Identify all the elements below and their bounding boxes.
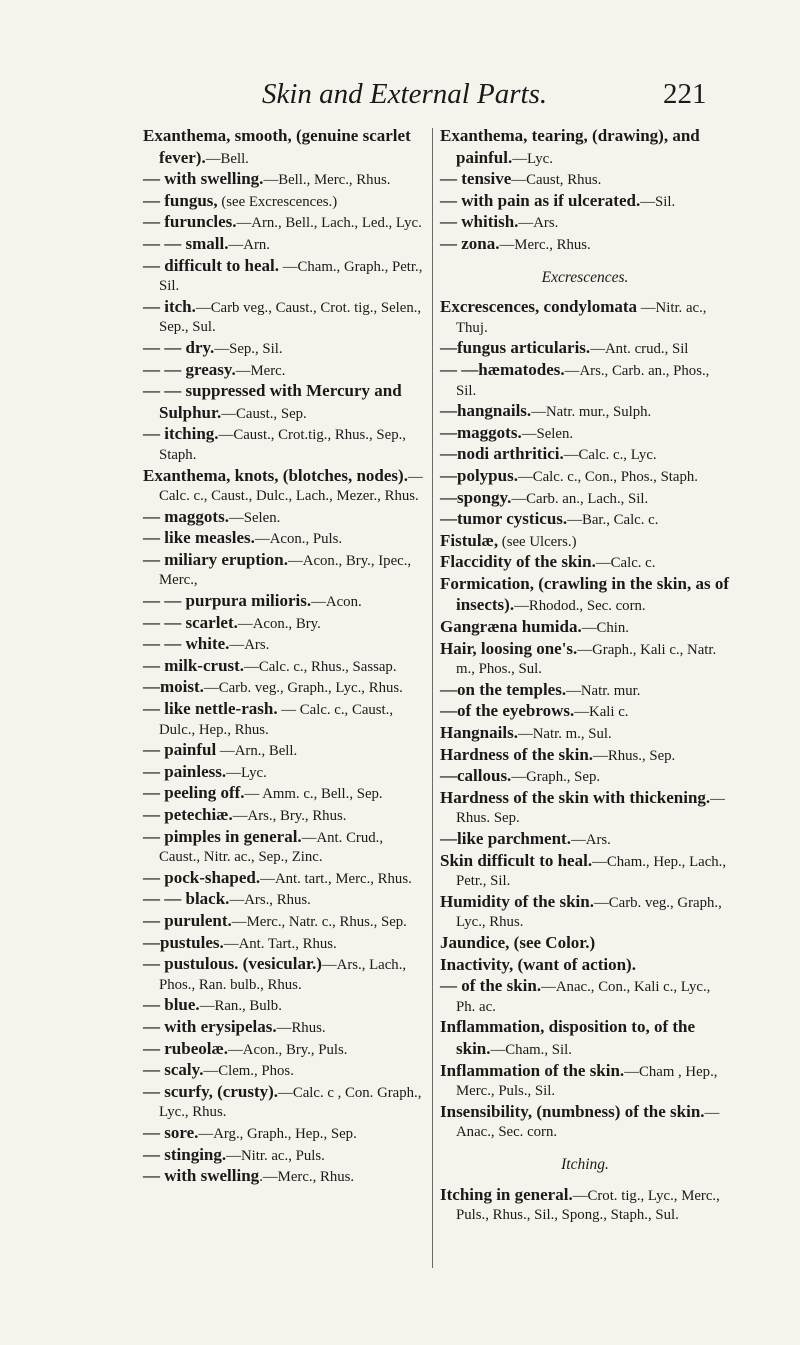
- right-column: [440, 126, 730, 1226]
- entry-remedies: —Merc., Rhus.: [499, 236, 591, 253]
- index-entry: [143, 1060, 423, 1082]
- section-heading-itching: Itching.: [561, 1155, 609, 1173]
- entry-remedies: .—Merc., Rhus.: [259, 1169, 355, 1186]
- entry-remedies: — Amm. c., Bell., Sep.: [244, 786, 383, 803]
- entry-remedies: —Sep., Sil.: [214, 340, 283, 357]
- entry-remedies: —Acon., Bry., Puls.: [228, 1041, 348, 1058]
- entry-remedies: —Arn.: [228, 236, 270, 253]
- index-entry: [143, 591, 423, 613]
- index-entry: [440, 360, 730, 401]
- page-header: [0, 78, 800, 118]
- entry-remedies: —Acon., Bry., Ipec., Merc.,: [159, 552, 412, 589]
- entry-heading: Formication, (crawling in the skin, as of insects).: [440, 573, 729, 615]
- entry-remedies: —Ant. Crud., Caust., Nitr. ac., Sep., Zinc.: [159, 829, 384, 866]
- index-entry: [143, 381, 423, 424]
- entry-heading: — scurfy, (crusty).: [143, 1081, 279, 1101]
- index-entry: [143, 256, 423, 297]
- entry-remedies: —Ars., Rhus.: [229, 892, 311, 909]
- entry-remedies: —Ran., Bulb.: [199, 998, 282, 1015]
- index-entry: [440, 552, 730, 574]
- entry-heading: Flaccidity of the skin.: [440, 552, 596, 572]
- entry-heading: Inflammation, disposition to, of the skin.: [440, 1017, 696, 1058]
- entry-heading: —like parchment.: [440, 829, 571, 848]
- entry-remedies: —Carb. an., Lach., Sil.: [511, 490, 649, 507]
- index-entry: [440, 723, 730, 745]
- entry-heading: —polypus.: [440, 465, 518, 485]
- entry-remedies: —Calc. c., Lyc.: [563, 447, 657, 464]
- entry-heading: Skin difficult to heal.: [440, 850, 593, 870]
- entry-remedies: —Sil.: [640, 193, 676, 210]
- index-entry: [440, 1017, 730, 1060]
- index-entry: [440, 1061, 730, 1102]
- entry-remedies: —Kali c.: [574, 704, 629, 721]
- entry-heading: — like measles.: [143, 528, 255, 548]
- entry-heading: Inflammation of the skin.: [440, 1060, 625, 1080]
- index-entry: [143, 827, 423, 868]
- entry-remedies: —Ars., Lach., Phos., Ran. bulb., Rhus.: [159, 957, 407, 993]
- index-entry: [143, 212, 423, 234]
- entry-heading: Hangnails.: [440, 723, 518, 743]
- entry-remedies: —Ant. crud., Sil: [590, 341, 689, 358]
- index-entry: [440, 680, 730, 702]
- index-entry: [440, 297, 730, 338]
- right-middle-entries: [440, 297, 730, 1143]
- entry-heading: — zona.: [440, 233, 500, 253]
- entry-heading: —maggots.: [440, 422, 522, 442]
- index-entry: [440, 851, 730, 892]
- entry-remedies: —Rhus., Sep.: [593, 747, 676, 764]
- index-entry: [440, 1102, 730, 1143]
- index-entry: [143, 783, 423, 805]
- index-entry: [440, 574, 730, 617]
- entry-heading: — peeling off.: [143, 783, 245, 803]
- index-entry: [440, 701, 730, 723]
- entry-heading: — sore.: [143, 1122, 199, 1142]
- entry-heading: Hardness of the skin.: [440, 744, 594, 764]
- entry-remedies: —Natr. mur., Sulph.: [531, 404, 652, 421]
- entry-heading: — — small.: [143, 233, 229, 253]
- index-entry: [440, 169, 730, 191]
- entry-remedies: —Selen.: [521, 425, 574, 442]
- entry-heading: — with swelling.: [143, 169, 264, 189]
- entry-remedies: —Merc., Natr. c., Rhus., Sep.: [231, 913, 407, 930]
- entry-remedies: —Bell.: [205, 150, 249, 167]
- entry-heading: — whitish.: [440, 212, 519, 232]
- index-entry: [440, 1185, 730, 1226]
- index-entry: [143, 634, 423, 656]
- index-entry: [440, 976, 730, 1017]
- entry-heading: — scaly.: [143, 1060, 204, 1080]
- index-entry: [440, 191, 730, 213]
- entry-remedies: —Calc. c , Con. Graph., Lyc., Rhus.: [159, 1084, 422, 1121]
- entry-heading: — — purpura milioris.: [143, 591, 312, 611]
- index-entry: [440, 444, 730, 466]
- index-entry: [143, 740, 423, 762]
- entry-heading: — blue.: [143, 995, 200, 1015]
- entry-heading: — pock-shaped.: [143, 867, 261, 887]
- entry-heading: —pustules.: [143, 932, 224, 952]
- index-entry: [440, 488, 730, 510]
- entry-heading: — — suppressed with Mercury and Sulphur.: [143, 381, 402, 422]
- entry-remedies: —Calc. c., Con., Phos., Staph.: [517, 468, 698, 485]
- entry-remedies: —Merc.: [235, 362, 286, 379]
- index-entry: [143, 1039, 423, 1061]
- entry-heading: Hair, loosing one's.: [440, 638, 578, 658]
- index-entry: [143, 656, 423, 678]
- index-entry: [143, 868, 423, 890]
- entry-remedies: —Nitr. ac., Thuj.: [456, 300, 707, 336]
- index-entry: [440, 788, 730, 829]
- entry-heading: Humidity of the skin.: [440, 891, 594, 911]
- entry-remedies: —Acon.: [311, 594, 362, 611]
- entry-remedies: —Anac., Con., Kali c., Lyc., Ph. ac.: [456, 979, 711, 1015]
- entry-heading: —spongy.: [440, 487, 512, 507]
- index-entry: [440, 423, 730, 445]
- entry-heading: —nodi arthritici.: [440, 444, 564, 464]
- index-entry: [143, 191, 423, 213]
- entry-heading: — pustulous. (vesicular.): [143, 954, 322, 974]
- entry-remedies: —Arn., Bell., Lach., Led., Lyc.: [236, 215, 422, 232]
- entry-heading: Exanthema, knots, (blotches, nodes).: [143, 465, 408, 485]
- entry-heading: — of the skin.: [440, 976, 542, 996]
- index-entry: [143, 762, 423, 784]
- entry-remedies: —Calc. c., Caust., Dulc., Lach., Mezer., Rhus.: [159, 468, 423, 505]
- entry-heading: Excrescences, condylomata: [440, 297, 638, 317]
- index-entry: [440, 829, 730, 851]
- index-entry: [440, 766, 730, 788]
- entry-heading: — milk-crust.: [143, 655, 245, 675]
- index-entry: [143, 1145, 423, 1167]
- entry-heading: — —hæmatodes.: [440, 359, 565, 379]
- index-entry: [440, 531, 730, 553]
- index-entry: [143, 911, 423, 933]
- index-entry: [143, 1166, 423, 1188]
- entry-remedies: —Ars.: [570, 832, 611, 848]
- index-entry: [440, 639, 730, 680]
- entry-remedies: —Calc. c.: [595, 555, 656, 572]
- entry-heading: — itch.: [143, 296, 196, 316]
- entry-remedies: —Rhodod., Sec. corn.: [514, 598, 646, 615]
- entry-heading: — pimples in general.: [143, 826, 302, 846]
- left-column: [143, 126, 423, 1188]
- entry-heading: Fistulæ,: [440, 530, 499, 550]
- index-entry: [440, 338, 730, 360]
- entry-remedies: (see Ulcers.): [498, 533, 577, 550]
- entry-heading: — furuncles.: [143, 212, 237, 232]
- entry-heading: — stinging.: [143, 1144, 227, 1164]
- index-entry: [143, 169, 423, 191]
- entry-heading: Gangræna humida.: [440, 617, 582, 637]
- entry-remedies: —Anac., Sec. corn.: [456, 1104, 720, 1141]
- index-entry: [143, 338, 423, 360]
- entry-remedies: —Lyc.: [226, 764, 267, 781]
- entry-remedies: —Chin.: [581, 620, 629, 637]
- right-top-entries: [440, 126, 730, 256]
- entry-remedies: —Ars.: [518, 215, 559, 232]
- entry-heading: Hardness of the skin with thickening.: [440, 787, 711, 807]
- entry-remedies: —Cham., Graph., Petr., Sil.: [159, 258, 423, 295]
- index-entry: [440, 745, 730, 767]
- entry-heading: — with erysipelas.: [143, 1016, 277, 1036]
- index-entry: [143, 995, 423, 1017]
- index-entry: [143, 933, 423, 955]
- entry-remedies: (see Excrescences.): [217, 193, 338, 210]
- running-title: Skin and External Parts.: [262, 78, 548, 110]
- entry-remedies: —Caust, Rhus.: [511, 172, 602, 189]
- entry-heading: — fungus,: [143, 190, 218, 210]
- entry-remedies: —Acon., Bry.: [237, 615, 321, 632]
- page-number: 221: [663, 78, 707, 110]
- entry-heading: —of the eyebrows.: [440, 701, 575, 721]
- entry-remedies: —Acon., Puls.: [254, 531, 343, 548]
- index-entry: [143, 507, 423, 529]
- entry-remedies: —Rhus.: [276, 1019, 326, 1036]
- entry-remedies: —Carb. veg., Graph., Lyc., Rhus.: [456, 894, 722, 931]
- entry-remedies: —Ars., Bry., Rhus.: [232, 808, 347, 824]
- entry-heading: — miliary eruption.: [143, 549, 288, 569]
- entry-heading: Exanthema, smooth, (genuine scarlet fever).: [143, 126, 411, 167]
- index-entry: [143, 954, 423, 995]
- index-entry: [143, 1123, 423, 1145]
- entry-heading: — painful: [143, 740, 217, 760]
- entry-remedies: —Bar., Calc. c.: [567, 512, 659, 529]
- entry-remedies: —Selen.: [228, 509, 281, 526]
- index-entry: [143, 677, 423, 699]
- entry-heading: —tumor cysticus.: [440, 509, 568, 529]
- entry-heading: — — dry.: [143, 337, 215, 357]
- entry-heading: — — black.: [143, 889, 230, 909]
- index-entry: [143, 234, 423, 256]
- entry-heading: — difficult to heal.: [143, 255, 279, 275]
- index-entry: [440, 933, 730, 955]
- entry-heading: — maggots.: [143, 506, 229, 526]
- entry-remedies: —Ars., Carb. an., Phos., Sil.: [456, 362, 710, 399]
- index-entry: [143, 466, 423, 507]
- index-entry: [440, 509, 730, 531]
- entry-remedies: —Rhus. Sep.: [456, 790, 725, 827]
- entry-heading: —callous.: [440, 766, 512, 786]
- index-entry: [440, 212, 730, 234]
- entry-heading: — — white.: [143, 634, 230, 654]
- entry-remedies: —Caust., Crot.tig., Rhus., Sep., Staph.: [159, 427, 407, 463]
- entry-remedies: —Carb. veg., Graph., Lyc., Rhus.: [203, 680, 403, 697]
- index-entry: [143, 805, 423, 827]
- index-entry: [440, 955, 730, 977]
- entry-remedies: —Cham., Hep., Lach., Petr., Sil.: [456, 853, 727, 890]
- entry-heading: — — greasy.: [143, 359, 236, 379]
- right-bottom-entries: [440, 1185, 730, 1226]
- entry-remedies: —Natr. m., Sul.: [517, 726, 612, 743]
- index-entry: [440, 617, 730, 639]
- section-heading-excrescences: Excrescences.: [541, 268, 629, 286]
- entry-remedies: —Cham., Sil.: [490, 1041, 572, 1058]
- index-entry: [143, 424, 423, 465]
- entry-remedies: —Bell., Merc., Rhus.: [263, 172, 391, 189]
- entry-remedies: —Lyc.: [512, 150, 553, 167]
- column-divider: [432, 128, 433, 1268]
- entry-remedies: —Arg., Graph., Hep., Sep.: [198, 1125, 357, 1142]
- entry-remedies: —Crot. tig., Lyc., Merc., Puls., Rhus., Sil., Spong., Staph., Sul.: [456, 1187, 720, 1224]
- index-entry: [143, 528, 423, 550]
- entry-remedies: —Arn., Bell.: [216, 743, 298, 760]
- index-entry: [143, 297, 423, 338]
- entry-heading: —fungus articularis.: [440, 338, 591, 358]
- entry-remedies: —Calc. c., Rhus., Sassap.: [244, 658, 397, 675]
- entry-heading: Jaundice, (see Color.): [440, 932, 596, 952]
- index-entry: [143, 1082, 423, 1123]
- entry-heading: Inactivity, (want of action).: [440, 954, 636, 974]
- entry-heading: — itching.: [143, 424, 219, 444]
- entry-heading: Itching in general.: [440, 1184, 573, 1204]
- index-entry: [440, 126, 730, 169]
- entry-heading: Insensibility, (numbness) of the skin.: [440, 1101, 705, 1121]
- entry-remedies: —Carb veg., Caust., Crot. tig., Selen., Sep., Sul.: [159, 299, 422, 336]
- entry-remedies: —Caust., Sep.: [221, 405, 307, 422]
- entry-heading: — tensive: [440, 169, 512, 189]
- entry-heading: — with swelling: [143, 1166, 260, 1186]
- index-entry: [143, 550, 423, 591]
- index-entry: [440, 466, 730, 488]
- entry-remedies: — Calc. c., Caust., Dulc., Hep., Rhus.: [159, 702, 394, 738]
- entry-heading: — — scarlet.: [143, 612, 238, 632]
- entry-heading: — purulent.: [143, 910, 232, 930]
- index-entry: [143, 889, 423, 911]
- index-entry: [143, 699, 423, 740]
- index-entry: [143, 613, 423, 635]
- entry-remedies: —Cham , Hep., Merc., Puls., Sil.: [456, 1063, 718, 1100]
- entry-heading: — like nettle-rash.: [143, 699, 278, 719]
- entry-remedies: —Graph., Kali c., Natr. m., Phos., Sul.: [456, 641, 717, 678]
- entry-heading: Exanthema, tearing, (drawing), and painful.: [440, 126, 700, 167]
- entry-remedies: —Nitr. ac., Puls.: [226, 1147, 325, 1164]
- entry-remedies: —Ars.: [229, 637, 270, 654]
- index-entry: [143, 360, 423, 382]
- entry-remedies: —Clem., Phos.: [203, 1063, 294, 1080]
- entry-remedies: —Ant. Tart., Rhus.: [223, 935, 337, 952]
- index-entry: [440, 234, 730, 256]
- entry-heading: — petechiæ.: [143, 805, 233, 824]
- entry-heading: —on the temples.: [440, 679, 567, 699]
- entry-heading: — with pain as if ulcerated.: [440, 190, 641, 210]
- entry-remedies: —Natr. mur.: [566, 682, 641, 699]
- entry-heading: — painless.: [143, 761, 227, 781]
- index-entry: [143, 1017, 423, 1039]
- index-entry: [143, 126, 423, 169]
- index-entry: [440, 401, 730, 423]
- entry-remedies: —Graph., Sep.: [511, 769, 601, 786]
- index-entry: [440, 892, 730, 933]
- entry-heading: —moist.: [143, 677, 204, 697]
- entry-heading: —hangnails.: [440, 401, 532, 421]
- entry-heading: — rubeolæ.: [143, 1038, 228, 1058]
- entry-remedies: —Ant. tart., Merc., Rhus.: [260, 870, 412, 887]
